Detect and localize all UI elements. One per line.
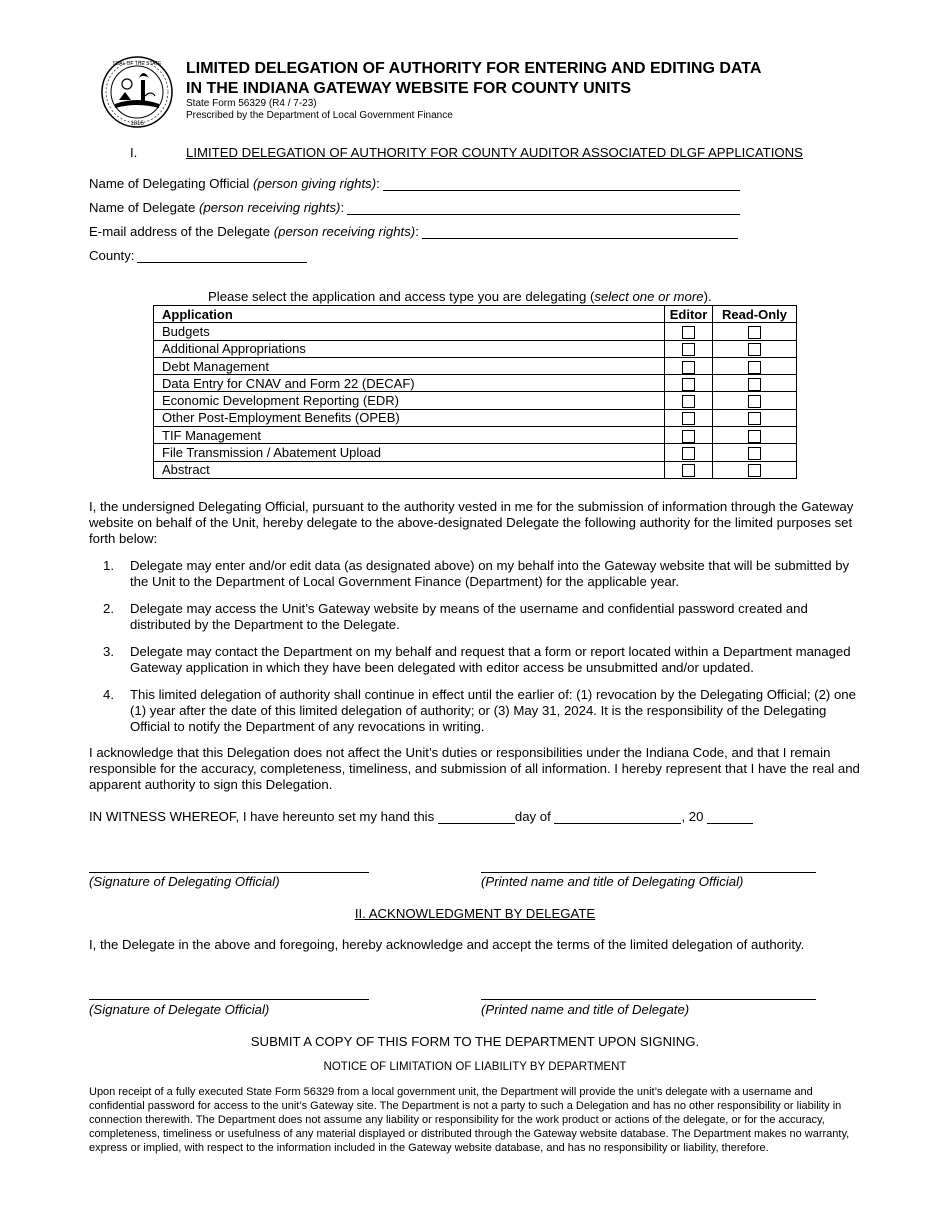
colon: : xyxy=(340,200,345,215)
delegate-acknowledgement: I, the Delegate in the above and foregoing, hereby acknowledge and accept the terms of the limited delegation of authority. xyxy=(89,937,805,952)
title-line-1: LIMITED DELEGATION OF AUTHORITY FOR ENTERING AND EDITING DATA xyxy=(186,60,762,77)
email-label: E-mail address of the Delegate xyxy=(89,224,271,239)
editor-checkbox[interactable] xyxy=(682,326,695,339)
read-only-checkbox[interactable] xyxy=(748,412,761,425)
instructions-prefix: Please select the application and access type you are delegating ( xyxy=(208,289,595,304)
prescribed-by: Prescribed by the Department of Local Government Finance xyxy=(186,110,453,121)
item-number: 4. xyxy=(103,687,114,702)
delegate-row xyxy=(89,200,740,215)
title-line-2: IN THE INDIANA GATEWAY WEBSITE FOR COUNTY UNITS xyxy=(186,80,632,97)
table-row xyxy=(154,427,797,444)
editor-checkbox[interactable] xyxy=(682,412,695,425)
application-name: Economic Development Reporting (EDR) xyxy=(154,392,665,409)
section-2-heading xyxy=(0,906,950,921)
printed-name-label: (Printed name and title of Delegating Official) xyxy=(481,874,744,889)
delegate-hint: (person receiving rights) xyxy=(198,200,341,215)
table-row xyxy=(154,375,797,392)
email-row xyxy=(89,224,738,239)
county-row xyxy=(89,248,307,263)
item-text: This limited delegation of authority shall continue in effect until the earlier of: (1) revocation by the Delegating Official; (2) one (1) year after the date of this limited delegation of authority; or (3) May 31, 2024. It is the responsibility of the Delegating Official to notify the Department of any revocations in writing. xyxy=(130,687,856,734)
delegating-official-hint: (person giving rights) xyxy=(252,176,377,191)
editor-checkbox[interactable] xyxy=(682,395,695,408)
delegate-signature-field[interactable] xyxy=(89,999,369,1000)
witness-day-field[interactable] xyxy=(438,809,515,824)
witness-text-3: , 20 xyxy=(681,809,704,824)
state-seal-icon xyxy=(101,56,173,128)
acknowledgement-paragraph: I acknowledge that this Delegation does not affect the Unit’s duties or responsibilities under the Indiana Code, and that I remain responsible for the accuracy, completeness, timeliness, and submission of all information. I hereby represent that I have the real and apparent authority to sign this Delegation. xyxy=(89,745,860,792)
read-only-checkbox[interactable] xyxy=(748,378,761,391)
notice-title: NOTICE OF LIMITATION OF LIABILITY BY DEPARTMENT xyxy=(323,1061,627,1073)
section-1-title: LIMITED DELEGATION OF AUTHORITY FOR COUNTY AUDITOR ASSOCIATED DLGF APPLICATIONS xyxy=(186,145,803,160)
form-number: State Form 56329 (R4 / 7-23) xyxy=(186,98,317,109)
selection-instructions xyxy=(208,289,712,304)
email-hint: (person receiving rights) xyxy=(273,224,416,239)
list-item xyxy=(89,687,861,735)
item-number: 2. xyxy=(103,601,114,616)
delegation-intro: I, the undersigned Delegating Official, pursuant to the authority vested in me for the submission of information through the Gateway website on behalf of the Unit, hereby delegate to the above-designated Delegate the following authority for the limited purposes set forth below: xyxy=(89,499,854,546)
seal-lettering: SEAL OF THE STATE xyxy=(112,61,162,67)
delegating-official-signature-field[interactable] xyxy=(89,872,369,873)
item-number: 3. xyxy=(103,644,114,659)
witness-text-1: IN WITNESS WHEREOF, I have hereunto set my hand this xyxy=(89,809,435,824)
editor-checkbox[interactable] xyxy=(682,343,695,356)
item-number: 1. xyxy=(103,558,114,573)
application-name: File Transmission / Abatement Upload xyxy=(154,444,665,461)
table-row xyxy=(154,323,797,340)
delegate-printed-name-label: (Printed name and title of Delegate) xyxy=(481,1002,690,1017)
editor-checkbox[interactable] xyxy=(682,464,695,477)
signature-label: (Signature of Delegating Official) xyxy=(89,874,280,889)
county-field[interactable] xyxy=(137,248,307,263)
table-row xyxy=(154,461,797,478)
editor-checkbox[interactable] xyxy=(682,378,695,391)
read-only-checkbox[interactable] xyxy=(748,447,761,460)
witness-year-field[interactable] xyxy=(707,809,753,824)
item-text: Delegate may contact the Department on my behalf and request that a form or report located within a Department managed Gateway application in which they have been delegated with editor access be unsubmitted and/or updated. xyxy=(130,644,851,675)
list-item xyxy=(89,644,861,676)
colon: : xyxy=(415,224,419,239)
read-only-checkbox[interactable] xyxy=(748,464,761,477)
form-title xyxy=(186,59,886,99)
application-name: Additional Appropriations xyxy=(154,340,665,357)
item-text: Delegate may access the Unit’s Gateway website by means of the username and confidential password created and distributed by the Department to the Delegate. xyxy=(130,601,808,632)
application-name: TIF Management xyxy=(154,427,665,444)
table-row xyxy=(154,392,797,409)
delegate-label: Name of Delegate xyxy=(89,200,196,215)
application-name: Debt Management xyxy=(154,357,665,374)
instructions-suffix: ). xyxy=(703,289,712,304)
table-row xyxy=(154,444,797,461)
table-row xyxy=(154,409,797,426)
witness-month-field[interactable] xyxy=(554,809,681,824)
header-read-only: Read-Only xyxy=(713,306,797,323)
application-access-table xyxy=(153,305,797,479)
list-item xyxy=(89,601,861,633)
header-application: Application xyxy=(154,306,665,323)
header-editor: Editor xyxy=(665,306,713,323)
delegating-official-row xyxy=(89,176,740,191)
delegating-official-field[interactable] xyxy=(383,176,740,191)
list-item xyxy=(89,558,861,590)
read-only-checkbox[interactable] xyxy=(748,343,761,356)
table-row xyxy=(154,340,797,357)
read-only-checkbox[interactable] xyxy=(748,430,761,443)
editor-checkbox[interactable] xyxy=(682,447,695,460)
delegate-signature-label: (Signature of Delegate Official) xyxy=(89,1002,270,1017)
submit-instruction: SUBMIT A COPY OF THIS FORM TO THE DEPARTMENT UPON SIGNING. xyxy=(250,1034,700,1049)
section-2-title: II. ACKNOWLEDGMENT BY DELEGATE xyxy=(354,906,596,921)
read-only-checkbox[interactable] xyxy=(748,326,761,339)
delegating-official-printed-name-field[interactable] xyxy=(481,872,816,873)
read-only-checkbox[interactable] xyxy=(748,361,761,374)
witness-text-2: day of xyxy=(514,809,551,824)
application-name: Budgets xyxy=(154,323,665,340)
editor-checkbox[interactable] xyxy=(682,361,695,374)
email-field[interactable] xyxy=(422,224,738,239)
section-1-numeral: I. xyxy=(130,145,138,160)
read-only-checkbox[interactable] xyxy=(748,395,761,408)
application-name: Data Entry for CNAV and Form 22 (DECAF) xyxy=(154,375,665,392)
notice-text: Upon receipt of a fully executed State Form 56329 from a local government unit, the Department will provide the unit’s delegate with a username and confidential password for access to the unit’s Gateway site. The Department is not a party to such a Delegation and has no other responsibility or liability in connection therewith. The Department does not assume any liability or responsibility for the work product or actions of the delegate, or for the accuracy, completeness, timeliness or usefulness of any material displayed or distributed through the Gateway website database. The Department makes no warranty, express or implied, with respect to the information included in the Gateway website database, and has no responsibility or liability, therefore. xyxy=(89,1086,850,1154)
table-header-row xyxy=(154,306,797,323)
colon: : xyxy=(376,176,380,191)
delegate-printed-name-field[interactable] xyxy=(481,999,816,1000)
editor-checkbox[interactable] xyxy=(682,430,695,443)
item-text: Delegate may enter and/or edit data (as designated above) on my behalf into the Gateway website that will be submitted by the Unit to the Department of Local Government Finance (Department) for the applicable year. xyxy=(130,558,850,589)
delegating-official-label: Name of Delegating Official xyxy=(89,176,250,191)
witness-line xyxy=(89,809,753,824)
instructions-emphasis: select one or more xyxy=(594,289,704,304)
seal-year: 1816 xyxy=(130,121,144,127)
application-name: Other Post-Employment Benefits (OPEB) xyxy=(154,409,665,426)
delegate-field[interactable] xyxy=(347,200,740,215)
county-label: County: xyxy=(89,248,135,263)
table-row xyxy=(154,357,797,374)
application-name: Abstract xyxy=(154,461,665,478)
